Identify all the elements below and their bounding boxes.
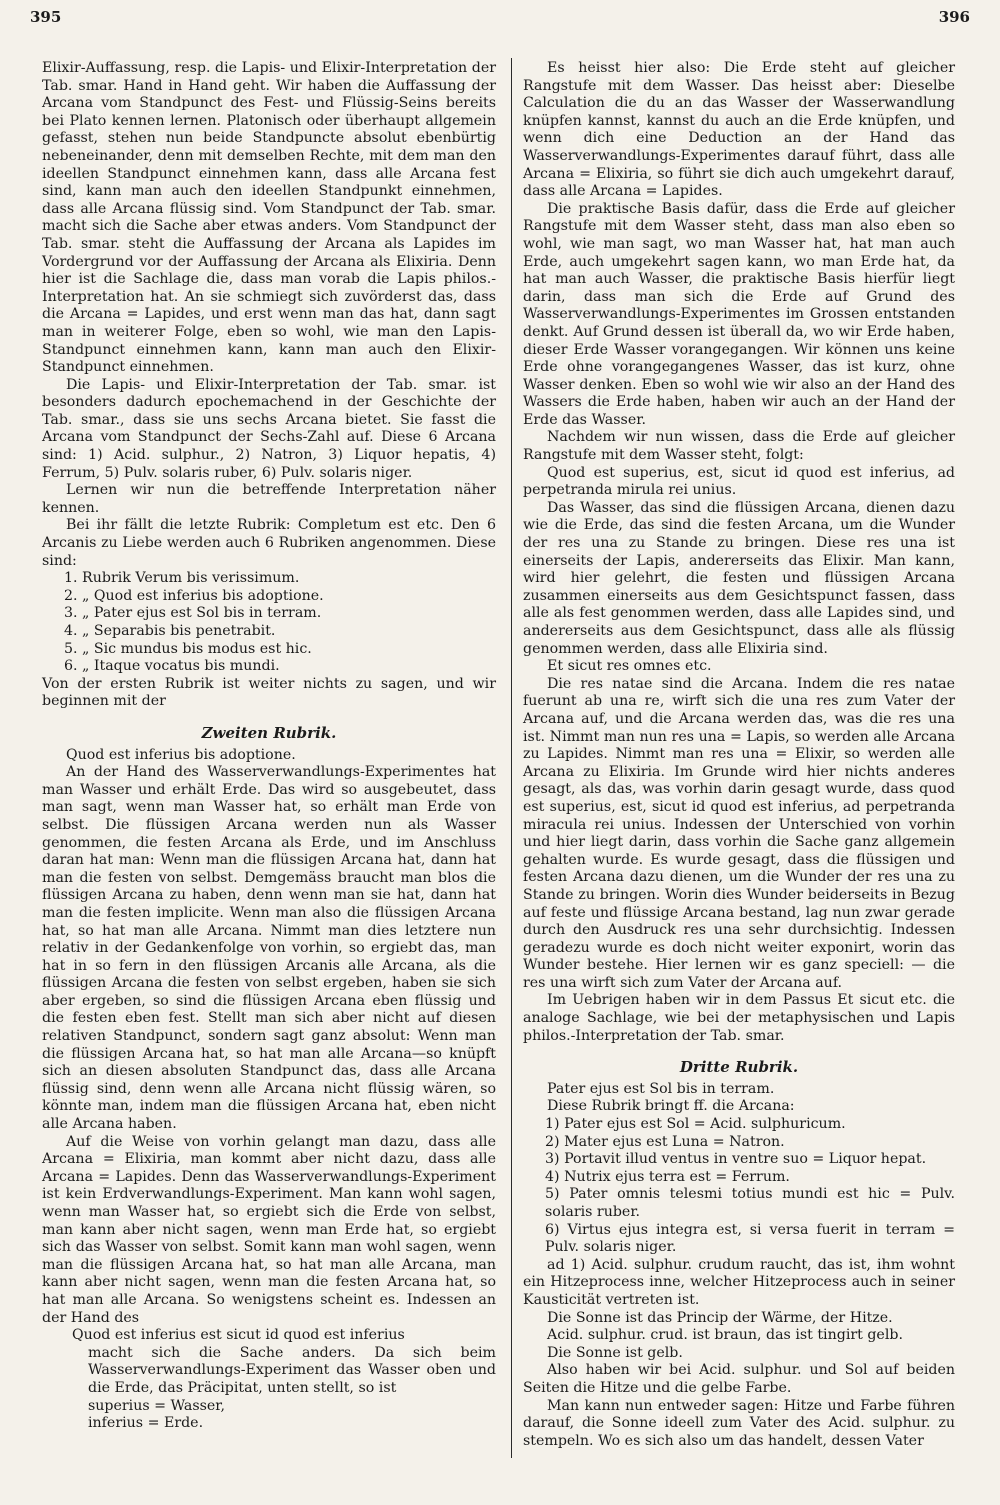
paragraph: Also haben wir bei Acid. sulphur. und Sol auf beiden Seiten die Hitze und die gelbe Farbe.	[523, 1362, 955, 1396]
paragraph: Lernen wir nun die betreffende Interpretation näher kennen.	[42, 482, 496, 516]
column-divider	[511, 58, 512, 1458]
paragraph: Bei ihr fällt die letzte Rubrik: Completum est etc. Den 6 Arcanis zu Liebe werden auch 6 Rubriken angenommen. Diese sind:	[42, 517, 496, 569]
right-column	[523, 60, 955, 1450]
section-heading: Dritte Rubrik.	[679, 1058, 799, 1077]
paragraph: Acid. sulphur. crud. ist braun, das ist tingirt gelb.	[547, 1327, 903, 1344]
paragraph: Man kann nun entweder sagen: Hitze und Farbe führen darauf, die Sonne ideell zum Vater des Acid. sulphur. zu stempeln. Wo es sich also um das handelt, dessen Vater	[523, 1397, 955, 1449]
paragraph: Quod est inferius bis adoptione.	[66, 746, 296, 763]
paragraph: Diese Rubrik bringt ff. die Arcana:	[547, 1098, 795, 1115]
list-item: 4) Nutrix ejus terra est = Ferrum.	[545, 1168, 790, 1185]
page-number-right: 396	[938, 8, 970, 26]
paragraph: Das Wasser, das sind die flüssigen Arcana, dienen dazu wie die Erde, das sind die festen Arcana, um die Wunder der res una zu Stande zu bringen. Diese res una ist einerseits der Lapis, andererseits das Elixir. Man kann, wird hier gelehrt, die festen und flüssigen Arcana zusammen einerseits aus dem Gesichtspunct fassen, dass alle als fest genommen werden, dass alle Lapides sind, und andererseits aus dem Gesichtspunct, dass alle als flüssig genommen werden, dass alle Elixiria sind.	[523, 499, 955, 657]
list-item: 3) Portavit illud ventus in ventre suo = Liquor hepat.	[545, 1151, 927, 1168]
paragraph: Pater ejus est Sol bis in terram.	[547, 1080, 775, 1097]
list-item: 5. „ Sic mundus bis modus est hic.	[64, 640, 312, 657]
paragraph: macht sich die Sache anders. Da sich beim Wasserverwandlungs-Experiment das Wasser oben und die Erde, das Präcipitat, unten stellt, so ist	[88, 1344, 496, 1396]
page-number-left: 395	[30, 8, 62, 26]
paragraph: Die Lapis- und Elixir-Interpretation der Tab. smar. ist besonders dadurch epochemachend in der Geschichte der Tab. smar., dass sie uns sechs Arcana bietet. Sie fasst die Arcana vom Standpunct der Sechs-Zahl auf. Diese 6 Arcana sind: 1) Acid. sulphur., 2) Natron, 3) Liquor hepatis, 4) Ferrum, 5) Pulv. solaris ruber, 6) Pulv. solaris niger.	[42, 376, 496, 481]
paragraph: Quod est superius, est, sicut id quod est inferius, ad perpetranda mirula rei unius.	[523, 464, 955, 499]
quote-line: inferius = Erde.	[88, 1415, 204, 1432]
list-item: 4. „ Separabis bis penetrabit.	[64, 623, 276, 639]
list-item: 6) Virtus ejus integra est, si versa fuerit in terram = Pulv. solaris niger.	[545, 1221, 955, 1256]
paragraph: Nachdem wir nun wissen, dass die Erde auf gleicher Rangstufe mit dem Wasser steht, folgt:	[523, 429, 955, 464]
paragraph: Die praktische Basis dafür, dass die Erde auf gleicher Rangstufe mit dem Wasser steht, dass man also eben so wohl, wie man sagt, wo man Wasser hat, hat man auch Erde, auch umgekehrt sagen kann, wo man Erde hat, da hat man auch Wasser, die praktische Basis hierfür liegt darin, dass man sich die Erde auf Grund des Wasserverwandlungs-Experimentes im Grossen entstanden denkt. Auf Grund dessen ist überall da, wo wir Erde haben, dieser Erde Wasser vorangegangen. Wir können uns keine Erde ohne vorangegangenes Wasser, das ist kurz, ohne Wasser denken. Eben so wohl wie wir also an der Hand des Wassers die Erde haben, haben wir auch an der Hand der Erde das Wasser.	[523, 200, 955, 428]
left-column	[42, 60, 496, 1433]
paragraph: Et sicut res omnes etc.	[547, 658, 712, 675]
list-item: 6. „ Itaque vocatus bis mundi.	[64, 658, 280, 675]
arcana-list	[523, 1116, 955, 1257]
list-item: 1. Rubrik Verum bis verissimum.	[64, 570, 300, 587]
paragraph: An der Hand des Wasserverwandlungs-Experimentes hat man Wasser und erhält Erde. Das wird so ausgebeutet, dass man sagt, wenn man Wasser hat, so erhält man Erde von selbst. Die flüssigen Arcana werden nun als Wasser genommen, die festen Arcana als Erde, und im Anschluss daran hat man: Wenn man die flüssigen Arcana hat, dann hat man die festen von selbst. Demgemäss braucht man blos die flüssigen Arcana zu haben, denn wenn man sie hat, dann hat man die festen implicite. Wenn man also die flüssigen Arcana hat, so hat man alle Arcana. Nimmt man dies letztere nun relativ in der Gedankenfolge von vorhin, so ergiebt das, man hat in so fern in den flüssigen Arcanis alle Arcana, als die flüssigen Arcana die festen von selbst ergeben, haben sie sich aber ergeben, so sind die flüssigen Arcana eben flüssig und die festen eben fest. Stellt man sich aber nicht auf diesen relativen Standpunct, sondern sagt ganz absolut: Wenn man die flüssigen Arcana hat, so hat man alle Arcana—so knüpft sich an diesen absoluten Standpunct das, dass alle Arcana flüssig sind, denn wenn alle Arcana nicht flüssig wären, so könnte man, indem man die flüssigen Arcana hat, eben nicht alle Arcana haben.	[42, 764, 496, 1133]
paragraph: Von der ersten Rubrik ist weiter nichts zu sagen, und wir beginnen mit der	[42, 675, 496, 710]
paragraph: Im Uebrigen haben wir in dem Passus Et sicut etc. die analoge Sachlage, wie bei der metaphysischen und Lapis philos.-Interpretation der Tab. smar.	[523, 992, 955, 1044]
paragraph: Die Sonne ist das Princip der Wärme, der Hitze.	[547, 1309, 893, 1326]
rubric-list	[42, 570, 496, 676]
paragraph: ad 1) Acid. sulphur. crudum raucht, das ist, ihm wohnt ein Hitzeprocess inne, welcher Hitzeprocess auch in seiner Kausticität vertreten ist.	[523, 1256, 955, 1308]
list-item: 3. „ Pater ejus est Sol bis in terram.	[64, 605, 322, 622]
section-heading: Zweiten Rubrik.	[201, 723, 337, 742]
list-item: 1) Pater ejus est Sol = Acid. sulphuricum.	[545, 1116, 846, 1133]
quote-line: Quod est inferius est sicut id quod est inferius	[72, 1327, 405, 1344]
paragraph: Elixir-Auffassung, resp. die Lapis- und Elixir-Interpretation der Tab. smar. Hand in Hand geht. Wir haben die Auffassung der Arcana vom Standpunct des Fest- und Flüssig-Seins bereits bei Plato kennen lernen. Platonisch oder überhaupt allgemein gefasst, stehen nun beide Standpuncte absolut ebenbürtig nebeneinander, denn mit demselben Rechte, mit dem man den ideellen Standpunct einnehmen kann, dass alle Arcana fest sind, kann man auch den ideellen Standpunkt einnehmen, dass alle Arcana flüssig sind. Vom Standpunct der Tab. smar. macht sich die Sache aber etwas anders. Vom Standpunct der Tab. smar. steht die Auffassung der Arcana als Lapides im Vordergrund vor der Auffassung der Arcana als Elixiria. Denn hier ist die Sachlage die, dass man vorab die Lapis philos.-Interpretation hat. An sie schmiegt sich zuvörderst das, dass die Arcana = Lapides, und erst wenn man das hat, dann sagt man in weiterer Folge, eben so wohl, wie man den Lapis-Standpunct einnehmen kann, kann man auch den Elixir-Standpunct einnehmen.	[42, 60, 496, 376]
list-item: 2) Mater ejus est Luna = Natron.	[545, 1133, 785, 1150]
paragraph: Die Sonne ist gelb.	[547, 1344, 683, 1361]
list-item: 2. „ Quod est inferius bis adoptione.	[64, 587, 324, 604]
quote-line: superius = Wasser,	[88, 1397, 226, 1414]
paragraph: Es heisst hier also: Die Erde steht auf gleicher Rangstufe mit dem Wasser. Das heisst aber: Dieselbe Calculation die du an das Wasser der Wasserwandlung knüpfen kannst, kannst du auch an die Erde knüpfen, und wenn dich eine Deduction an der Hand das Wasserverwandlungs-Experimentes darauf führt, dass alle Arcana = Elixiria, so führt sie dich auch umgekehrt darauf, dass alle Arcana = Lapides.	[523, 60, 955, 200]
list-item: 5) Pater omnis telesmi totius mundi est hic = Pulv. solaris ruber.	[545, 1186, 955, 1220]
paragraph: Auf die Weise von vorhin gelangt man dazu, dass alle Arcana = Elixiria, man kommt aber nicht dazu, dass alle Arcana = Lapides. Denn das Wasserverwandlungs-Experiment ist kein Erdverwandlungs-Experiment. Man kann wohl sagen, wenn man Wasser hat, so ergiebt sich die Erde von selbst, man kann aber nicht sagen, wenn man Erde hat, so ergiebt sich das Wasser von selbst. Somit kann man wohl sagen, wenn man die flüssigen Arcana hat, so hat man alle Arcana, man kann aber nicht sagen, wenn man die festen Arcana hat, so hat man alle Arcana. So wenigstens scheint es. Indessen an der Hand des	[42, 1133, 496, 1326]
paragraph: Die res natae sind die Arcana. Indem die res natae fuerunt ab una re, wirft sich die una res zum Vater der Arcana auf, und die Arcana werden das, was die res una ist. Nimmt man nun res una = Lapis, so werden alle Arcana zu Lapides. Nimmt man res una = Elixir, so werden alle Arcana zu Elixiria. Im Grunde wird hier nichts anderes gesagt, als das, was vorhin darin gesagt wurde, dass quod est superius, est, sicut id quod est inferius, ad perpetranda miracula rei unius. Indessen der Unterschied von vorhin und hier liegt darin, dass vorhin die Sache ganz allgemein gehalten wurde. Es wurde gesagt, dass die flüssigen und festen Arcana dazu dienen, um die Wunder der res una zu Stande zu bringen. Worin dies Wunder beiderseits in Bezug auf feste und flüssige Arcana bestand, lag nun zwar gerade durch den Ausdruck res una sehr durchsichtig. Indessen geradezu wurde es doch nicht weiter exponirt, worin das Wunder bestehe. Hier lernen wir es ganz speciell: — die res una wirft sich zum Vater der Arcana auf.	[523, 675, 955, 991]
